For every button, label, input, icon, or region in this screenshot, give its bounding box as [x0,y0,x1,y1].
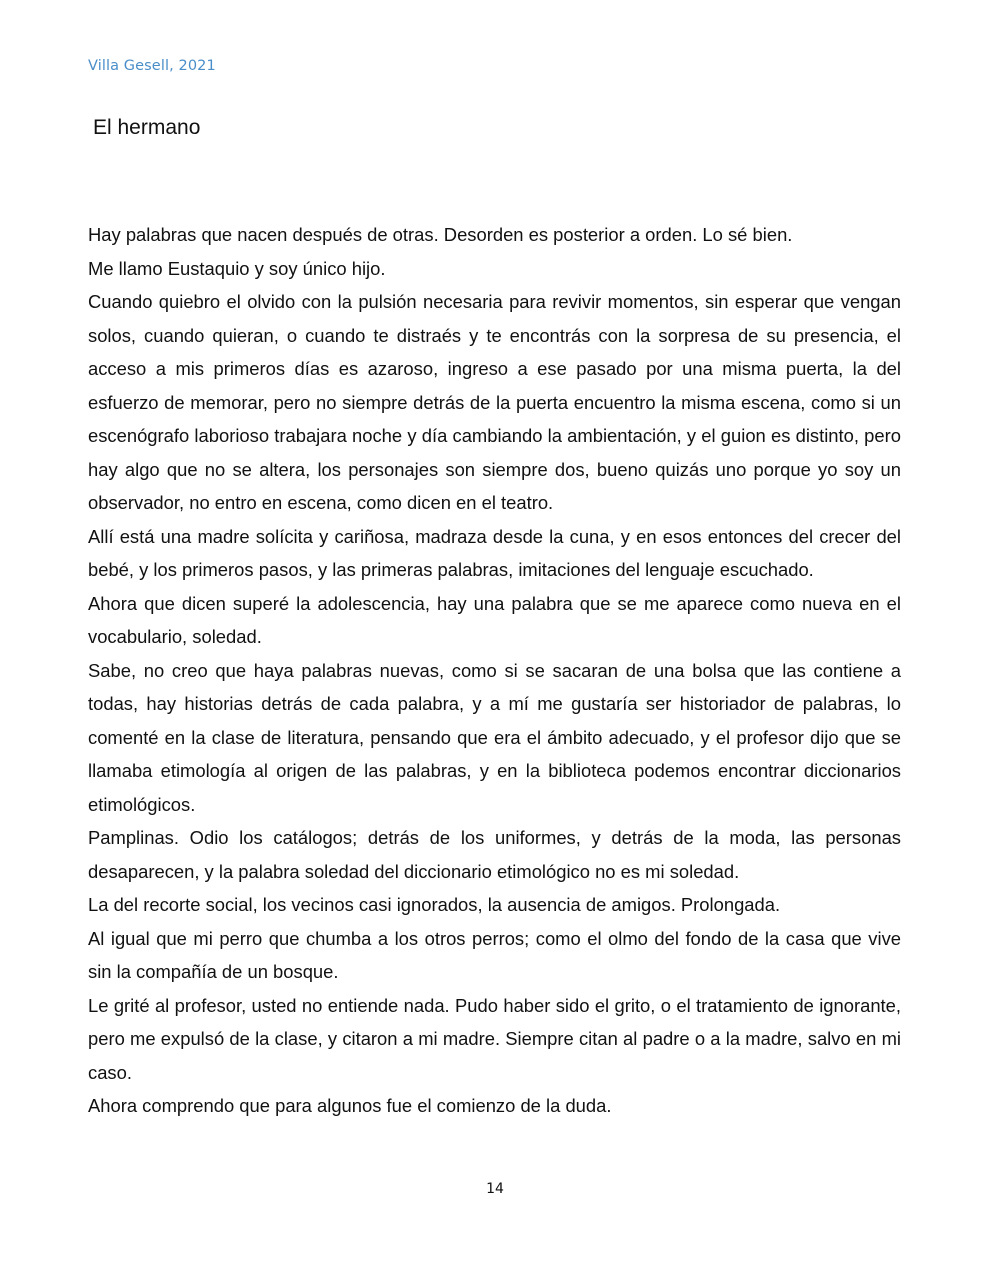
paragraph: La del recorte social, los vecinos casi ignorados, la ausencia de amigos. Prolongada. [88,894,781,915]
page-number: 14 [486,1181,504,1197]
paragraph: Ahora que dicen superé la adolescencia, hay una palabra que se me aparece como nueva en el vocabulario, soledad. [88,592,901,647]
running-header: Villa Gesell, 2021 [88,58,216,74]
body-text [88,218,901,1123]
chapter-title: El hermano [93,116,201,139]
paragraph: Ahora comprendo que para algunos fue el comienzo de la duda. [88,1095,612,1116]
paragraph: Allí está una madre solícita y cariñosa, madraza desde la cuna, y en esos entonces del crecer del bebé, y los primeros pasos, y las primeras palabras, imitaciones del lenguaje escuchado. [88,525,901,580]
paragraph: Al igual que mi perro que chumba a los otros perros; como el olmo del fondo de la casa que vive sin la compañía de un bosque. [88,927,901,982]
paragraph: Le grité al profesor, usted no entiende nada. Pudo haber sido el grito, o el tratamiento de ignorante, pero me expulsó de la clase, y citaron a mi madre. Siempre citan al padre o a la madre, salvo en mi caso. [88,994,901,1083]
paragraph: Cuando quiebro el olvido con la pulsión necesaria para revivir momentos, sin esperar que vengan solos, cuando quieran, o cuando te distraés y te encontrás con la sorpresa de su presencia, el acceso a mis primeros días es azaroso, ingreso a ese pasado por una misma puerta, la del esfuerzo de memorar, pero no siempre detrás de la puerta encuentro la misma escena, como si un escenógrafo laborioso trabajara noche y día cambiando la ambientación, y el guion es distinto, pero hay algo que no se altera, los personajes son siempre dos, bueno quizás uno porque yo soy un observador, no entro en escena, como dicen en el teatro. [88,291,901,513]
paragraph: Hay palabras que nacen después de otras. Desorden es posterior a orden. Lo sé bien. [88,224,793,245]
paragraph: Pamplinas. Odio los catálogos; detrás de los uniformes, y detrás de la moda, las personas desaparecen, y la palabra soledad del diccionario etimológico no es mi soledad. [88,827,901,882]
paragraph: Me llamo Eustaquio y soy único hijo. [88,257,386,279]
paragraph: Sabe, no creo que haya palabras nuevas, como si se sacaran de una bolsa que las contiene a todas, hay historias detrás de cada palabra, y a mí me gustaría ser historiador de palabras, lo comenté en la clase de literatura, pensando que era el ámbito adecuado, y el profesor dijo que se llamaba etimología al origen de las palabras, y en la biblioteca podemos encontrar diccionarios etimológicos. [88,659,901,815]
